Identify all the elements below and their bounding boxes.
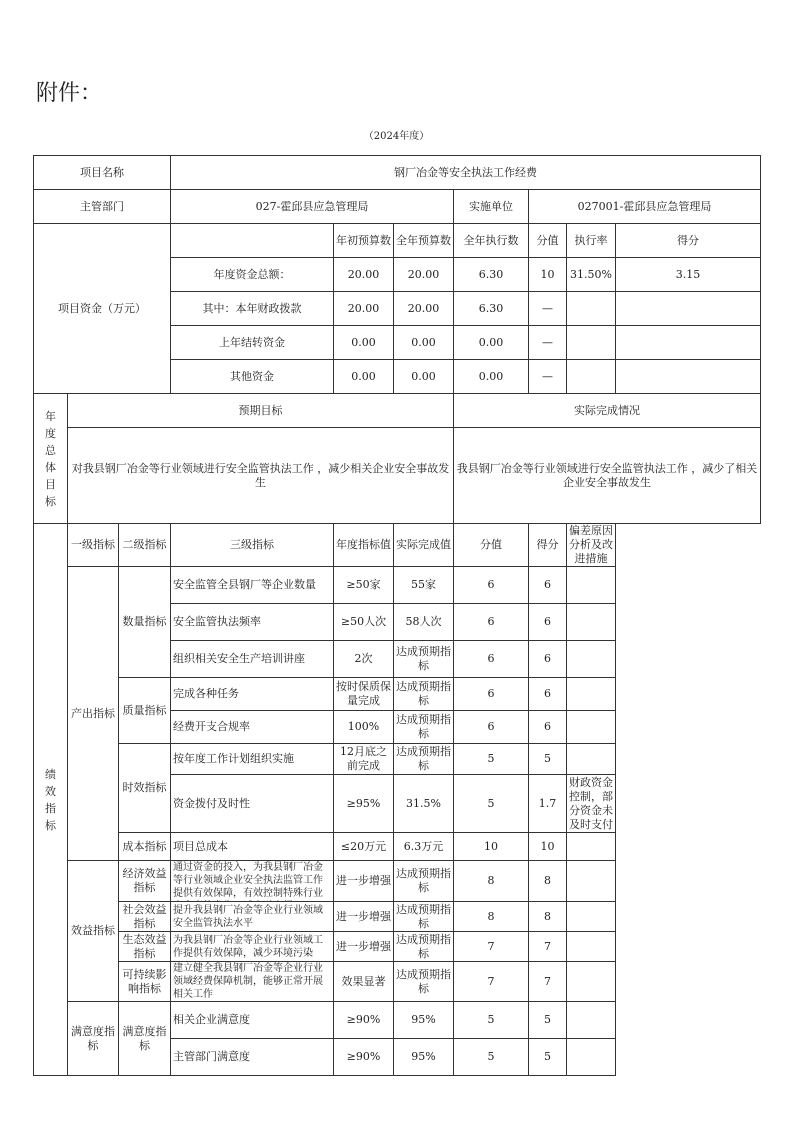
funds-blank [171, 224, 334, 258]
perf-target: 效果显著 [334, 962, 394, 1002]
level1-benefit: 效益指标 [68, 861, 119, 1002]
impl-value: 027001-霍邱县应急管理局 [529, 190, 761, 224]
perf-target: 100% [334, 711, 394, 744]
funds-initial: 0.00 [334, 360, 394, 394]
funds-header: 全年执行数 [454, 224, 529, 258]
perf-actual: 达成预期指标 [394, 962, 454, 1002]
perf-actual: 95% [394, 1039, 454, 1076]
actual-header: 实际完成情况 [454, 394, 761, 428]
funds-annual: 0.00 [394, 326, 454, 360]
perf-header: 二级指标 [119, 524, 171, 567]
level2-quality: 质量指标 [119, 678, 171, 744]
perf-name [171, 861, 334, 902]
funds-annual: 20.00 [394, 292, 454, 326]
perf-name: 资金拨付及时性 [171, 775, 334, 833]
perf-target: ≥90% [334, 1039, 394, 1076]
perf-score: 6 [529, 641, 567, 678]
funds-score-value: — [529, 326, 567, 360]
perf-actual: 6.3万元 [394, 833, 454, 861]
perf-name: 完成各种任务 [171, 678, 334, 711]
perf-note [567, 1002, 616, 1039]
perf-value: 6 [454, 604, 529, 641]
funds-header: 分值 [529, 224, 567, 258]
funds-annual: 0.00 [394, 360, 454, 394]
perf-score: 8 [529, 902, 567, 932]
perf-row [34, 902, 761, 932]
perf-note [567, 641, 616, 678]
expected-goal: 对我县钢厂冶金等行业领域进行安全监管执法工作 ，减少相关企业安全事故发生 [68, 428, 454, 524]
perf-target: 12月底之前完成 [334, 744, 394, 775]
perf-actual: 31.5% [394, 775, 454, 833]
perf-score: 6 [529, 711, 567, 744]
impl-label: 实施单位 [454, 190, 529, 224]
perf-name-text: 通过资金的投入，为我县钢厂冶金等行业领域企业安全执法监管工作提供有效保障，有效控制特殊行业 [173, 862, 324, 899]
actual-goal: 我县钢厂冶金等行业领域进行安全监管执法工作 ，减少了相关企业安全事故发生 [454, 428, 761, 524]
perf-target: 进一步增强 [334, 932, 394, 962]
perf-score: 5 [529, 1039, 567, 1076]
goals-label [34, 394, 68, 524]
project-name-label: 项目名称 [34, 156, 171, 190]
project-name-row [34, 156, 761, 190]
perf-row [34, 678, 761, 711]
level2-cost: 成本指标 [119, 833, 171, 861]
perf-actual: 达成预期指标 [394, 678, 454, 711]
perf-note [567, 678, 616, 711]
funds-rate [567, 360, 616, 394]
perf-name: 安全监管全县钢厂等企业数量 [171, 567, 334, 604]
perf-note [567, 902, 616, 932]
perf-score: 6 [529, 567, 567, 604]
perf-score: 8 [529, 861, 567, 902]
level2-sustain: 可持续影响指标 [119, 962, 171, 1002]
funds-executed: 6.30 [454, 292, 529, 326]
perf-header: 分值 [454, 524, 529, 567]
project-name: 钢厂冶金等安全执法工作经费 [171, 156, 761, 190]
perf-header: 实际完成值 [394, 524, 454, 567]
performance-table [33, 155, 761, 1076]
perf-score: 10 [529, 833, 567, 861]
perf-note [567, 833, 616, 861]
perf-value: 6 [454, 678, 529, 711]
perf-target: ≥95% [334, 775, 394, 833]
perf-note [567, 861, 616, 902]
level1-output: 产出指标 [68, 567, 119, 861]
funds-header: 得分 [616, 224, 761, 258]
perf-value: 10 [454, 833, 529, 861]
funds-rate [567, 326, 616, 360]
funds-executed: 0.00 [454, 326, 529, 360]
level2-satisfaction: 满意度指标 [119, 1002, 171, 1076]
funds-score [616, 326, 761, 360]
funds-executed: 0.00 [454, 360, 529, 394]
perf-score: 6 [529, 604, 567, 641]
perf-actual: 达成预期指标 [394, 861, 454, 902]
funds-header: 执行率 [567, 224, 616, 258]
perf-score: 7 [529, 962, 567, 1002]
perf-value: 6 [454, 641, 529, 678]
perf-actual: 达成预期指标 [394, 902, 454, 932]
perf-name: 主管部门满意度 [171, 1039, 334, 1076]
expected-header: 预期目标 [68, 394, 454, 428]
perf-row [34, 744, 761, 775]
attachment-label: 附件： [36, 81, 103, 106]
funds-executed: 6.30 [454, 258, 529, 292]
perf-target: ≥50家 [334, 567, 394, 604]
perf-header: 年度指标值 [334, 524, 394, 567]
perf-row [34, 567, 761, 604]
dept-value: 027-霍邱县应急管理局 [171, 190, 454, 224]
funds-name: 上年结转资金 [171, 326, 334, 360]
perf-note [567, 567, 616, 604]
perf-target: ≥50人次 [334, 604, 394, 641]
funds-initial: 20.00 [334, 258, 394, 292]
perf-score: 6 [529, 678, 567, 711]
perf-value: 7 [454, 962, 529, 1002]
perf-target: 按时保质保量完成 [334, 678, 394, 711]
perf-note [567, 711, 616, 744]
level2-quantity: 数量指标 [119, 567, 171, 678]
perf-actual: 达成预期指标 [394, 744, 454, 775]
perf-target: 2次 [334, 641, 394, 678]
funds-name: 其中：本年财政拨款 [171, 292, 334, 326]
perf-actual: 达成预期指标 [394, 932, 454, 962]
perf-row [34, 833, 761, 861]
perf-note [567, 932, 616, 962]
perf-name: 经费开支合规率 [171, 711, 334, 744]
funds-initial: 0.00 [334, 326, 394, 360]
perf-actual: 55家 [394, 567, 454, 604]
goals-header-row [34, 394, 761, 428]
perf-value: 8 [454, 861, 529, 902]
perf-actual: 95% [394, 1002, 454, 1039]
perf-actual: 达成预期指标 [394, 711, 454, 744]
goals-row [34, 428, 761, 524]
perf-header-row [34, 524, 761, 567]
perf-target: ≥90% [334, 1002, 394, 1039]
perf-value: 5 [454, 1039, 529, 1076]
perf-note [567, 1039, 616, 1076]
perf-name: 为我县钢厂冶金等企业行业领域工作提供有效保障，减少环境污染 [171, 932, 334, 962]
funds-rate: 31.50% [567, 258, 616, 292]
goals-label-text: 年度总体目标 [45, 409, 56, 508]
perf-row [34, 861, 761, 902]
perf-score: 1.7 [529, 775, 567, 833]
dept-row [34, 190, 761, 224]
perf-value: 7 [454, 932, 529, 962]
perf-score: 5 [529, 744, 567, 775]
funds-name: 年度资金总额： [171, 258, 334, 292]
perf-value: 5 [454, 1002, 529, 1039]
perf-header: 一级指标 [68, 524, 119, 567]
perf-value: 6 [454, 711, 529, 744]
dept-label: 主管部门 [34, 190, 171, 224]
perf-label [34, 524, 68, 1076]
perf-note [567, 962, 616, 1002]
perf-name: 项目总成本 [171, 833, 334, 861]
funds-header: 全年预算数 [394, 224, 454, 258]
perf-name: 按年度工作计划组织实施 [171, 744, 334, 775]
perf-actual: 达成预期指标 [394, 641, 454, 678]
perf-row [34, 1002, 761, 1039]
funds-score-value: — [529, 292, 567, 326]
level2-economic: 经济效益指标 [119, 861, 171, 902]
funds-score-value: 10 [529, 258, 567, 292]
perf-name: 提升我县钢厂冶金等企业行业领域安全监管执法水平 [171, 902, 334, 932]
funds-score [616, 360, 761, 394]
perf-value: 5 [454, 775, 529, 833]
funds-score: 3.15 [616, 258, 761, 292]
perf-header: 偏差原因分析及改进措施 [567, 524, 616, 567]
level2-eco: 生态效益指标 [119, 932, 171, 962]
funds-score [616, 292, 761, 326]
perf-score: 5 [529, 1002, 567, 1039]
level1-satisfaction: 满意度指标 [68, 1002, 119, 1076]
perf-note [567, 604, 616, 641]
funds-annual: 20.00 [394, 258, 454, 292]
perf-target: 进一步增强 [334, 861, 394, 902]
perf-note: 财政资金控制，部分资金未及时支付 [567, 775, 616, 833]
perf-note [567, 744, 616, 775]
perf-score: 7 [529, 932, 567, 962]
level2-timeliness: 时效指标 [119, 744, 171, 833]
perf-row [34, 932, 761, 962]
perf-name: 组织相关安全生产培训讲座 [171, 641, 334, 678]
funds-header: 年初预算数 [334, 224, 394, 258]
perf-value: 8 [454, 902, 529, 932]
perf-name: 相关企业满意度 [171, 1002, 334, 1039]
perf-actual: 58人次 [394, 604, 454, 641]
funds-label: 项目资金（万元） [34, 224, 171, 394]
funds-score-value: — [529, 360, 567, 394]
perf-header: 三级指标 [171, 524, 334, 567]
perf-value: 6 [454, 567, 529, 604]
perf-row [34, 962, 761, 1002]
funds-name: 其他资金 [171, 360, 334, 394]
funds-initial: 20.00 [334, 292, 394, 326]
perf-label-text: 绩效指标 [45, 767, 56, 832]
level2-social: 社会效益指标 [119, 902, 171, 932]
year-label: （2024年度） [363, 131, 430, 142]
funds-rate [567, 292, 616, 326]
perf-name: 建立健全我县钢厂冶金等企业行业领域经费保障机制，能够正常开展相关工作 [171, 962, 334, 1002]
perf-header: 得分 [529, 524, 567, 567]
funds-header-row [34, 224, 761, 258]
perf-name: 安全监管执法频率 [171, 604, 334, 641]
perf-target: 进一步增强 [334, 902, 394, 932]
perf-value: 5 [454, 744, 529, 775]
perf-target: ≤20万元 [334, 833, 394, 861]
